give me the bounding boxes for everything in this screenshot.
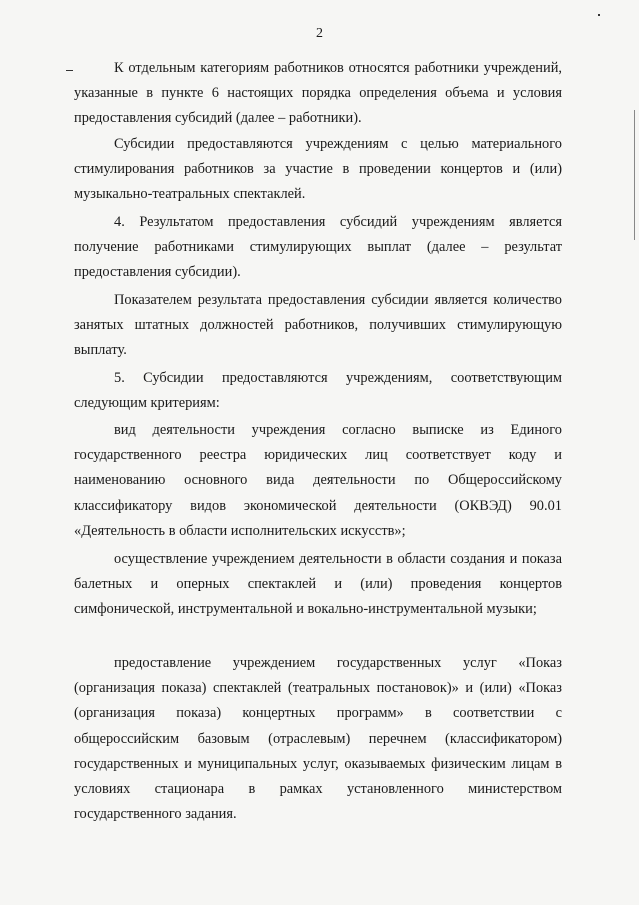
scan-mark (66, 70, 73, 71)
paragraph-3: 4. Результатом предоставления субсидий учреждениям является получение работниками стимулирующих выплат (далее – результат предоставления субсидии). (74, 214, 562, 281)
paragraph-4: Показателем результата предоставления субсидии является количество занятых штатных должностей работников, получивших стимулирующую выплату. (74, 292, 562, 359)
paragraph-1: К отдельным категориям работников относятся работники учреждений, указанные в пункте 6 настоящих порядка определения объема и условия предоставления субсидий (далее – работники). (74, 60, 562, 127)
scan-mark (598, 14, 600, 16)
paragraph-8: предоставление учреждением государственных услуг «Показ (организация показа) спектаклей (театральных постановок)» и (или) «Показ (организация показа) концертных программ» в соответствии с общероссийским базовым (отраслевым) перечнем (классификатором) государственных и муниципальных услуг, оказываемых физическим лицам в условиях стационара в рамках установленного министерством государственного задания. (74, 655, 562, 823)
paragraph-6: вид деятельности учреждения согласно выписке из Единого государственного реестра юридических лиц соответствует коду и наименованию основного вида деятельности по Общероссийскому классификатору видов экономической деятельности (ОКВЭД) 90.01 «Деятельность в области исполнительских искусств»; (74, 422, 562, 539)
page-number: 2 (316, 26, 323, 41)
paragraph-7: осуществление учреждением деятельности в области создания и показа балетных и оперных спектаклей и (или) проведения концертов симфонической, инструментальной и вокально-инструментальной музыки; (74, 551, 562, 618)
paragraph-2: Субсидии предоставляются учреждениям с целью материального стимулирования работников за участие в проведении концертов и (или) музыкально-театральных спектаклей. (74, 136, 562, 203)
paragraph-5: 5. Субсидии предоставляются учреждениям, соответствующим следующим критериям: (74, 370, 562, 412)
scan-edge-line (634, 110, 635, 240)
